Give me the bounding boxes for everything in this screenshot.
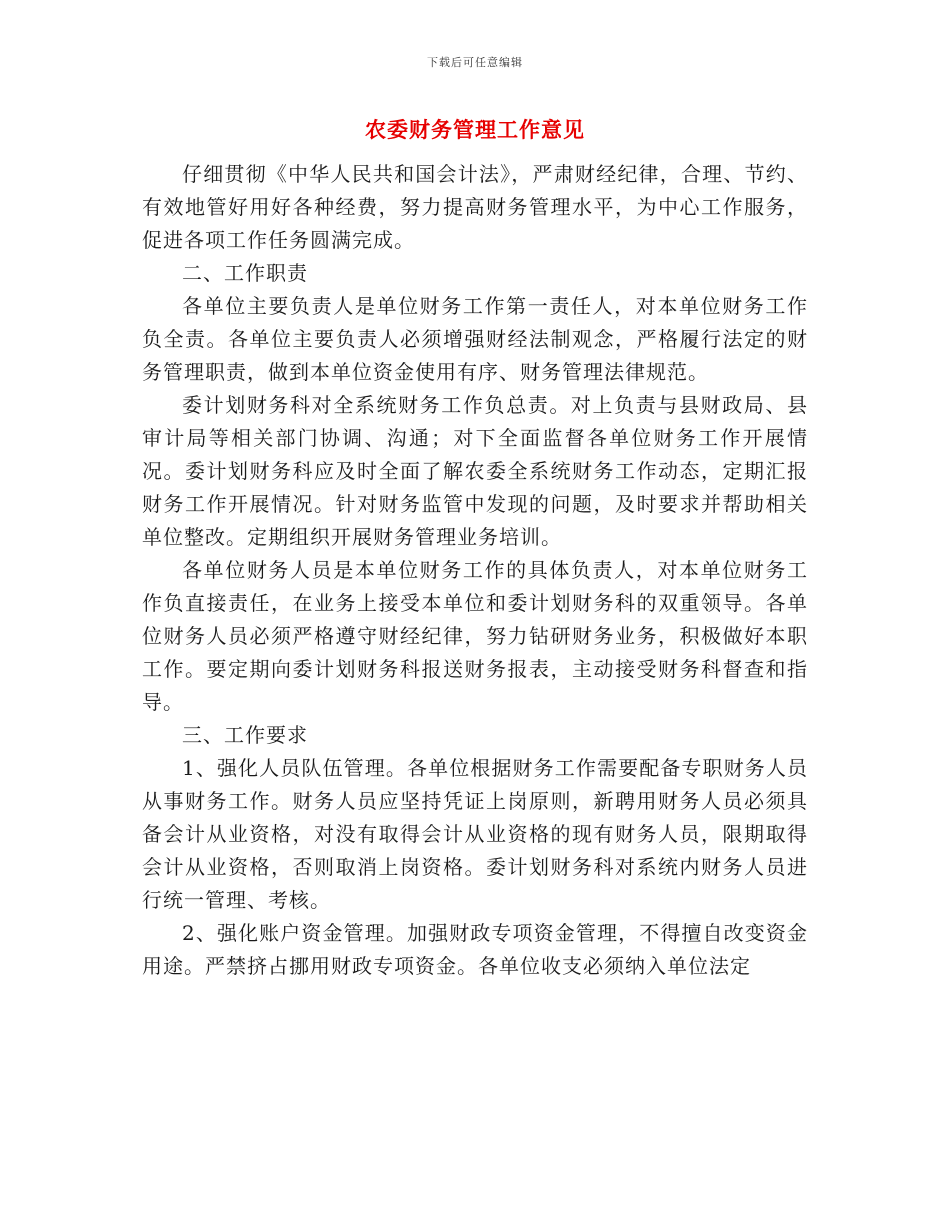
body-paragraph: 1、强化人员队伍管理。各单位根据财务工作需要配备专职财务人员从事财务工作。财务人员应坚持凭证上岗原则，新聘用财务人员必须具备会计从业资格，对没有取得会计从业资格的现有财务人员，限期取得会计从业资格，否则取消上岗资格。委计划财务科对系统内财务人员进行统一管理、考核。	[142, 756, 808, 912]
document-title: 农委财务管理工作意见	[365, 117, 585, 142]
section-heading: 三、工作要求	[182, 723, 308, 747]
body-paragraph: 2、强化账户资金管理。加强财政专项资金管理，不得擅自改变资金用途。严禁挤占挪用财政专项资金。各单位收支必须纳入单位法定	[142, 921, 808, 978]
document-body	[142, 158, 808, 983]
body-paragraph: 各单位主要负责人是单位财务工作第一责任人，对本单位财务工作负全责。各单位主要负责人必须增强财经法制观念，严格履行法定的财务管理职责，做到本单位资金使用有序、财务管理法律规范。	[142, 294, 808, 384]
body-paragraph: 仔细贯彻《中华人民共和国会计法》，严肃财经纪律，合理、节约、有效地管好用好各种经费，努力提高财务管理水平，为中心工作服务，促进各项工作任务圆满完成。	[142, 162, 808, 252]
section-heading: 二、工作职责	[182, 261, 308, 285]
header-note: 下载后可任意编辑	[427, 56, 523, 69]
body-paragraph: 各单位财务人员是本单位财务工作的具体负责人，对本单位财务工作负直接责任，在业务上接受本单位和委计划财务科的双重领导。各单位财务人员必须严格遵守财经纪律，努力钻研财务业务，积极做好本职工作。要定期向委计划财务科报送财务报表，主动接受财务科督查和指导。	[142, 558, 808, 714]
body-paragraph: 委计划财务科对全系统财务工作负总责。对上负责与县财政局、县审计局等相关部门协调、沟通；对下全面监督各单位财务工作开展情况。委计划财务科应及时全面了解农委全系统财务工作动态，定期汇报财务工作开展情况。针对财务监管中发现的问题，及时要求并帮助相关单位整改。定期组织开展财务管理业务培训。	[142, 393, 808, 549]
